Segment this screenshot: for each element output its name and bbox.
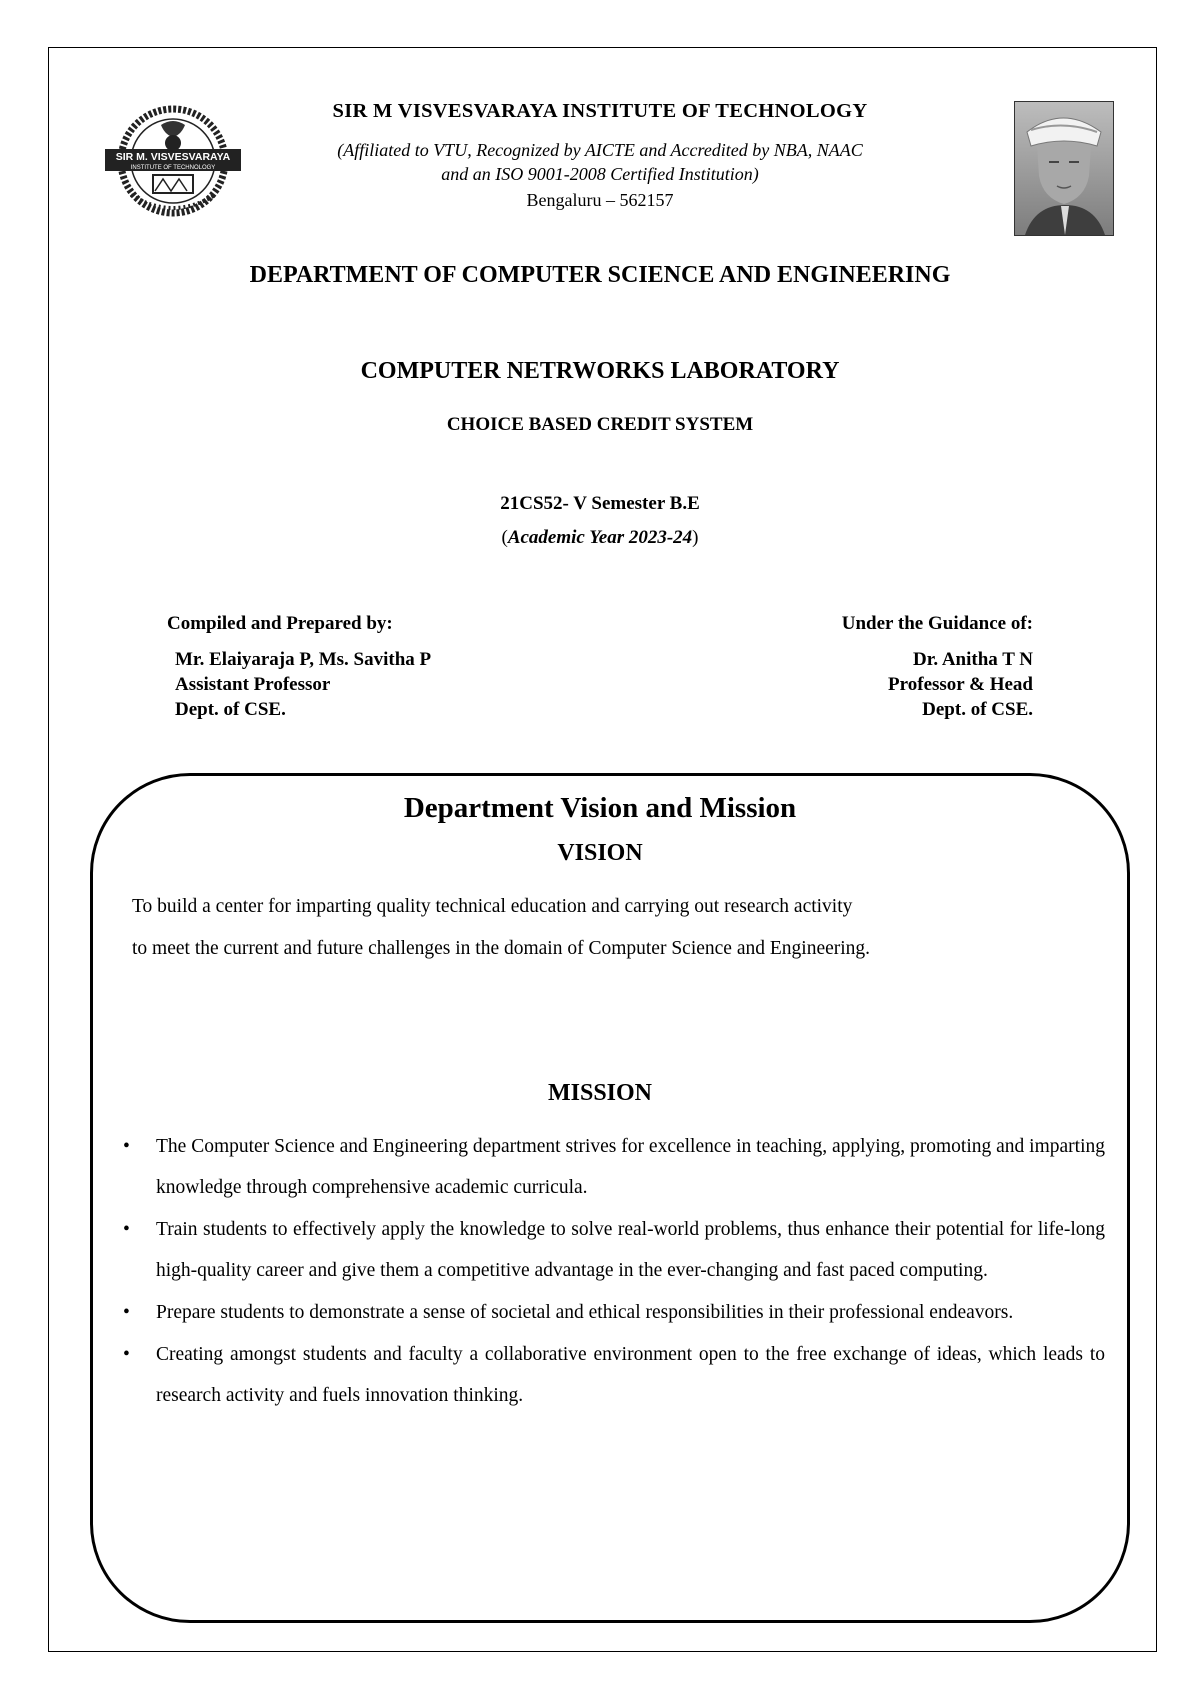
guidance-designation: Professor & Head <box>888 674 1033 695</box>
guidance-dept: Dept. of CSE. <box>922 699 1033 720</box>
lab-title: COMPUTER NETRWORKS LABORATORY <box>360 358 840 384</box>
academic-year: (Academic Year 2023-24) <box>501 527 699 548</box>
mission-text: Creating amongst students and faculty a collaborative environment open to the free exchange of ideas, which leads to research activity and fuels innovation thinking. <box>156 1344 1105 1406</box>
course-code: 21CS52- V Semester B.E <box>500 493 700 514</box>
institute-name: SIR M VISVESVARAYA INSTITUTE OF TECHNOLOGY <box>332 100 868 122</box>
institute-city: Bengaluru – 562157 <box>526 190 674 210</box>
vision-heading: VISION <box>557 840 643 866</box>
institute-affiliation <box>0 138 1200 186</box>
mission-item <box>120 1209 1105 1291</box>
credit-system: CHOICE BASED CREDIT SYSTEM <box>446 414 754 435</box>
mission-item <box>120 1292 1105 1333</box>
department-title: DEPARTMENT OF COMPUTER SCIENCE AND ENGINEERING <box>249 262 951 288</box>
mission-list <box>120 1126 1105 1417</box>
bullet-icon: • <box>123 1344 130 1365</box>
bullet-icon: • <box>123 1136 130 1157</box>
mission-heading: MISSION <box>547 1080 653 1106</box>
vision-mission-title: Department Vision and Mission <box>403 792 797 824</box>
vision-line-2: to meet the current and future challenges in the domain of Computer Science and Engineering. <box>132 938 871 959</box>
vision-line-1: To build a center for imparting quality technical education and carrying out research activity <box>132 896 853 917</box>
affiliation-line-1: (Affiliated to VTU, Recognized by AICTE and Accredited by NBA, NAAC <box>337 140 863 160</box>
guidance-block <box>842 613 1033 722</box>
vision-text <box>132 886 1092 970</box>
logo-text-top: SIR M. VISVESVARAYA <box>115 151 231 163</box>
guidance-name: Dr. Anitha T N <box>912 649 1033 670</box>
guidance-heading: Under the Guidance of: <box>841 613 1033 634</box>
bullet-icon: • <box>123 1219 130 1240</box>
compiled-designation: Assistant Professor <box>175 674 331 695</box>
academic-year-text: Academic Year 2023-24 <box>507 527 693 548</box>
logo-text-bottom: INSTITUTE OF TECHNOLOGY <box>130 165 216 171</box>
compiled-heading: Compiled and Prepared by: <box>167 613 393 634</box>
mission-text: The Computer Science and Engineering department strives for excellence in teaching, applying, promoting and imparting knowledge through comprehensive academic curricula. <box>156 1136 1105 1198</box>
affiliation-line-2: and an ISO 9001-2008 Certified Institution) <box>441 164 759 184</box>
compiled-dept: Dept. of CSE. <box>175 699 286 720</box>
mission-text: Train students to effectively apply the knowledge to solve real-world problems, thus enhance their potential for life-long high-quality career and give them a competitive advantage in the ever-changing and fast paced computing. <box>156 1219 1105 1281</box>
compiled-names: Mr. Elaiyaraja P, Ms. Savitha P <box>175 649 432 670</box>
mission-item <box>120 1334 1105 1416</box>
bullet-icon: • <box>123 1302 130 1323</box>
mission-text: Prepare students to demonstrate a sense of societal and ethical responsibilities in their professional endeavors. <box>156 1302 1014 1323</box>
mission-item <box>120 1126 1105 1208</box>
compiled-by-block <box>167 613 431 722</box>
